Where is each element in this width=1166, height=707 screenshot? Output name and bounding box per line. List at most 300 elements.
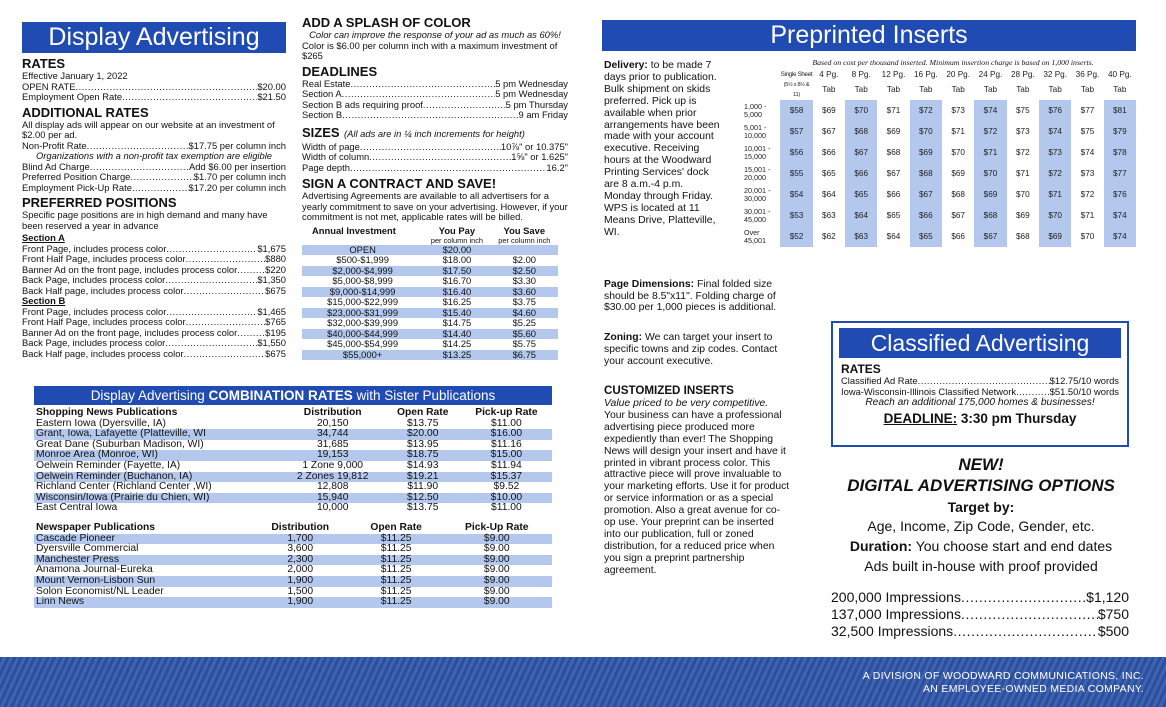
inserts-price: $74 bbox=[1039, 121, 1071, 142]
contract-investment: $500-$1,999 bbox=[336, 254, 389, 265]
newspaper-cell: Linn News bbox=[34, 597, 250, 608]
shopping-cell: Wisconsin/Iowa (Prairie du Chien, WI) bbox=[34, 493, 281, 504]
newspaper-cell: $11.25 bbox=[351, 534, 442, 545]
section-a-row bbox=[22, 275, 286, 286]
rate-label: Iowa-Wisconsin-Illinois Classified Network bbox=[841, 385, 1017, 397]
dot-leader bbox=[165, 338, 257, 349]
sizes-note: (All ads are in ¼ inch increments for height) bbox=[344, 127, 525, 139]
inserts-range: Over 45,001 bbox=[744, 227, 766, 245]
rate-label: 137,000 Impressions bbox=[831, 606, 961, 622]
inserts-price: $74 bbox=[974, 100, 1006, 121]
classified-reach: Reach an additional 175,000 homes & businesses! bbox=[865, 397, 1095, 408]
shopping-cell: $15.00 bbox=[461, 450, 552, 461]
contract-subheader-pay: per column inch bbox=[430, 235, 483, 245]
inserts-table-note: Based on cost per thousand inserted. Minimum insertion charge is based on 1,000 inserts. bbox=[812, 58, 1094, 67]
inserts-price: $69 bbox=[886, 127, 901, 136]
footer-line-1: A DIVISION OF WOODWARD COMMUNICATIONS, INC. bbox=[862, 670, 1144, 682]
shopping-cell: $19.21 bbox=[385, 472, 461, 483]
inserts-price: $68 bbox=[974, 205, 1006, 226]
newspaper-row bbox=[34, 576, 552, 587]
classified-rates-heading: RATES bbox=[841, 362, 881, 376]
contract-you-pay: $14.40 bbox=[423, 329, 490, 340]
inserts-price: $54 bbox=[780, 184, 812, 205]
inserts-col-subheader: Tab bbox=[983, 85, 998, 94]
inserts-row bbox=[744, 100, 1136, 121]
inserts-price: $68 bbox=[910, 163, 942, 184]
contract-investment: $23,000-$31,999 bbox=[302, 308, 423, 319]
inserts-price: $77 bbox=[1080, 106, 1095, 115]
rate-label: Back Page, includes process color bbox=[22, 274, 166, 285]
section-a-label: Section A bbox=[22, 232, 65, 243]
size-row bbox=[302, 152, 568, 163]
dot-leader bbox=[342, 89, 496, 100]
shopping-cell: $14.93 bbox=[406, 459, 439, 471]
inserts-price: $69 bbox=[1015, 211, 1030, 220]
rate-value: $220 bbox=[265, 263, 286, 275]
rate-label: Section B ads requiring proof bbox=[302, 98, 423, 110]
rate-value: $17.20 per column inch bbox=[188, 181, 286, 193]
inserts-price: $72 bbox=[974, 121, 1006, 142]
rate-label: Front Page, includes process color bbox=[22, 305, 167, 317]
rate-value: $1.70 per column inch bbox=[193, 171, 286, 182]
delivery-text: Delivery: to be made 7 days prior to publication. Bulk shipment on skids preferred. Pick up is available when prior arrangements have been made with your account executive. Receiving hours at the Woodward Printing Services' dock are 8 a.m.-4 p.m. Monday through Friday. WPS is located at 11 Means Drive, Platteville, WI. bbox=[604, 60, 720, 238]
rate-label: Back Page, includes process color bbox=[22, 337, 166, 348]
inserts-row bbox=[744, 205, 1136, 226]
shopping-cell: Richland Center (Richland Center ,WI) bbox=[36, 481, 212, 493]
dot-leader bbox=[184, 349, 266, 360]
inserts-price: $75 bbox=[1080, 127, 1095, 136]
newspaper-cell: $9.00 bbox=[483, 543, 510, 555]
size-row bbox=[302, 163, 568, 174]
inserts-price: $64 bbox=[845, 205, 877, 226]
inserts-col-header: 36 Pg. bbox=[1075, 70, 1100, 79]
inserts-col-header: 24 Pg. bbox=[978, 70, 1003, 79]
inserts-corner-2 bbox=[744, 80, 780, 100]
shopping-cell: East Central Iowa bbox=[36, 502, 118, 514]
inserts-range: 20,001 - 30,000 bbox=[744, 185, 771, 203]
deadlines-list bbox=[302, 79, 568, 121]
combination-rates-section bbox=[34, 386, 552, 608]
inserts-col-header: 8 Pg. bbox=[851, 70, 871, 79]
contract-investment: OPEN bbox=[302, 245, 423, 256]
newspaper-cell: $11.25 bbox=[351, 576, 442, 587]
sizes-heading: SIZES bbox=[302, 124, 340, 140]
shopping-cell: $11.94 bbox=[491, 459, 522, 471]
newspaper-header: Distribution bbox=[271, 521, 330, 533]
rate-label: Employment Pick-Up Rate bbox=[22, 181, 132, 193]
splash-heading: ADD A SPLASH OF COLOR bbox=[302, 15, 471, 30]
shopping-cell: 1 Zone 9,000 bbox=[302, 459, 364, 471]
contract-row bbox=[302, 350, 558, 361]
inserts-price: $71 bbox=[1015, 169, 1030, 178]
footer-text bbox=[863, 670, 1144, 696]
contract-you-save: $4.60 bbox=[491, 308, 558, 319]
shopping-cell: 15,940 bbox=[281, 493, 385, 504]
inserts-price: $66 bbox=[951, 232, 965, 241]
contract-investment: $45,000-$54,999 bbox=[327, 338, 399, 349]
inserts-price: $72 bbox=[1015, 148, 1030, 157]
inserts-price: $72 bbox=[910, 100, 942, 121]
inserts-price: $65 bbox=[845, 184, 877, 205]
inserts-price: $70 bbox=[845, 100, 877, 121]
rate-label: Back Half page, includes process color bbox=[22, 347, 184, 359]
rate-label: Section B bbox=[302, 109, 343, 120]
section-b-row bbox=[22, 349, 286, 360]
contract-investment: $55,000+ bbox=[302, 350, 423, 361]
contract-row bbox=[302, 339, 558, 350]
shopping-cell: 10,000 bbox=[316, 502, 349, 514]
newspaper-cell: 2,300 bbox=[250, 555, 351, 566]
sizes-heading-row bbox=[302, 124, 568, 142]
inserts-price: $68 bbox=[1015, 232, 1030, 241]
newspaper-cell: $11.25 bbox=[351, 597, 442, 608]
rate-label: OPEN RATE bbox=[22, 80, 76, 92]
inserts-price: $76 bbox=[1104, 184, 1136, 205]
rate-value: $880 bbox=[265, 253, 286, 264]
inserts-price: $67 bbox=[910, 184, 942, 205]
inserts-range: 5,001 - 10,000 bbox=[744, 122, 767, 140]
inserts-price: $66 bbox=[845, 163, 877, 184]
inserts-price: $74 bbox=[1104, 226, 1136, 247]
additional-rate-row bbox=[22, 172, 286, 183]
rate-value: $750 bbox=[1097, 606, 1129, 622]
inserts-row bbox=[744, 121, 1136, 142]
dot-leader bbox=[360, 142, 501, 153]
deadlines-heading: DEADLINES bbox=[302, 63, 378, 79]
inserts-row bbox=[744, 163, 1136, 184]
dot-leader bbox=[350, 163, 546, 174]
nonprofit-rate: Non-Profit Rate ..... $17.75 per column inch bbox=[22, 141, 286, 152]
section-b-row bbox=[22, 317, 286, 328]
preprinted-inserts-title: Preprinted Inserts bbox=[602, 20, 1136, 51]
newspaper-cell: $9.00 bbox=[442, 597, 552, 608]
inserts-price: $67 bbox=[951, 211, 965, 220]
newspaper-header: Newspaper Publications bbox=[36, 521, 156, 533]
rate-label: Employment Open Rate bbox=[22, 91, 123, 102]
inserts-col-header: Single Sheet bbox=[780, 71, 813, 78]
inserts-price: $53 bbox=[780, 205, 812, 226]
rate-value: $195 bbox=[265, 326, 286, 338]
rate-label: Section A bbox=[302, 88, 342, 99]
inserts-price: $74 bbox=[1104, 205, 1136, 226]
inserts-price: $52 bbox=[780, 226, 812, 247]
dot-leader bbox=[961, 606, 1098, 623]
inserts-price: $66 bbox=[886, 190, 901, 199]
display-advertising-section bbox=[22, 22, 286, 359]
impressions-list bbox=[831, 589, 1131, 640]
inserts-price: $64 bbox=[822, 190, 836, 199]
inserts-price: $67 bbox=[845, 142, 877, 163]
inserts-col-subheader: (5½ x 8½ & 11) bbox=[783, 82, 810, 98]
contract-row bbox=[302, 276, 558, 287]
contract-investment: $32,000-$39,999 bbox=[327, 317, 399, 328]
newspaper-cell: $9.00 bbox=[483, 585, 510, 597]
inserts-price: $71 bbox=[886, 106, 901, 115]
preferred-positions-heading: PREFERRED POSITIONS bbox=[22, 195, 177, 210]
dot-leader bbox=[423, 100, 506, 111]
inserts-price: $71 bbox=[1080, 211, 1095, 220]
deadline-row bbox=[302, 89, 568, 100]
shopping-header: Open Rate bbox=[396, 407, 449, 418]
classified-rates-list bbox=[841, 376, 1119, 397]
shopping-cell: $13.75 bbox=[406, 417, 439, 429]
dot-leader bbox=[350, 79, 495, 90]
rate-label: Classified Ad Rate bbox=[841, 375, 918, 386]
contract-row bbox=[302, 255, 558, 266]
rate-row bbox=[22, 92, 286, 103]
shopping-cell: $16.00 bbox=[461, 429, 552, 440]
inserts-row bbox=[744, 226, 1136, 247]
contract-table bbox=[302, 225, 558, 361]
rate-value: $12.75/10 words bbox=[1049, 375, 1119, 386]
rate-value: $675 bbox=[265, 347, 286, 359]
rate-value: 5 pm Wednesday bbox=[495, 88, 568, 99]
inserts-price: $65 bbox=[822, 169, 836, 178]
rate-value: $21.50 bbox=[257, 91, 286, 102]
inserts-price: $65 bbox=[886, 211, 901, 220]
newspaper-cell: 2,000 bbox=[287, 564, 314, 576]
rate-label: Real Estate bbox=[302, 77, 351, 89]
inserts-price: $73 bbox=[1080, 169, 1095, 178]
inserts-price: $76 bbox=[1039, 100, 1071, 121]
contract-heading: SIGN A CONTRACT AND SAVE! bbox=[302, 176, 497, 191]
newspaper-cell: 3,600 bbox=[287, 543, 314, 555]
newspaper-cell: $11.25 bbox=[380, 564, 412, 576]
impression-row bbox=[831, 623, 1129, 640]
shopping-cell: $15.37 bbox=[461, 472, 552, 483]
rate-value: 9 am Friday bbox=[518, 109, 568, 120]
splash-italic: Color can improve the response of your ad as much as 60%! bbox=[309, 29, 561, 40]
preferred-intro: Specific page positions are in high demand and many have been reserved a year in advance bbox=[22, 209, 268, 231]
shopping-cell: 20,150 bbox=[316, 417, 349, 429]
built-text: Ads built in-house with proof provided bbox=[864, 558, 1098, 574]
effective-date: Effective January 1, 2022 bbox=[22, 70, 128, 81]
rate-value: $1,350 bbox=[257, 274, 286, 285]
newspaper-cell: $9.00 bbox=[442, 576, 552, 587]
inserts-col-subheader: Tab bbox=[1113, 85, 1127, 94]
contract-you-pay: $13.25 bbox=[423, 350, 490, 361]
contract-header-investment: Annual Investment bbox=[312, 224, 396, 236]
newspaper-cell: Anamona Journal-Eureka bbox=[36, 564, 153, 576]
contract-you-pay: $14.25 bbox=[442, 338, 472, 349]
rate-label: Front Page, includes process color bbox=[22, 242, 167, 254]
rate-value: 16.2" bbox=[546, 161, 568, 173]
rate-value: Add $6.00 per insertion bbox=[189, 160, 286, 172]
rate-label: Back Half page, includes process color bbox=[22, 284, 184, 296]
inserts-price: $69 bbox=[822, 106, 836, 115]
rate-label: Width of column bbox=[302, 151, 370, 162]
inserts-col-header: 40 Pg. bbox=[1107, 70, 1132, 79]
inserts-price: $67 bbox=[822, 127, 836, 136]
inserts-price: $77 bbox=[1104, 163, 1136, 184]
inserts-price: $72 bbox=[1039, 163, 1071, 184]
section-b-label: Section B bbox=[22, 295, 66, 306]
shopping-cell: Great Dane (Suburban Madison, WI) bbox=[36, 438, 204, 450]
sizes-list bbox=[302, 142, 568, 174]
classified-rate-row bbox=[841, 376, 1119, 387]
inserts-col-header: 32 Pg. bbox=[1043, 70, 1067, 79]
shopping-header: Distribution bbox=[303, 407, 362, 418]
inserts-price: $73 bbox=[1015, 127, 1030, 136]
rate-value: $1,550 bbox=[257, 337, 286, 348]
dot-leader bbox=[130, 172, 193, 183]
page-dimensions-text: Page Dimensions: Final folded size should be 8.5"x11". Folding charge of $30.00 per 1,000 pieces is additional. bbox=[604, 278, 777, 314]
dot-leader bbox=[122, 92, 257, 103]
inserts-price: $70 bbox=[910, 121, 942, 142]
newspaper-cell: 1,700 bbox=[250, 534, 351, 545]
dot-leader bbox=[186, 317, 266, 328]
rate-label: Blind Ad Charge bbox=[22, 160, 90, 172]
additional-rate-row bbox=[22, 183, 286, 194]
shopping-cell: Oelwein Reminder (Buchanon, IA) bbox=[34, 472, 281, 483]
rate-label: 200,000 Impressions bbox=[831, 589, 961, 605]
inserts-range: 1,000 - 5,000 bbox=[744, 101, 767, 119]
shopping-cell: Monroe Area (Monroe, WI) bbox=[34, 450, 281, 461]
contract-you-pay: $14.75 bbox=[442, 317, 472, 328]
duration-text: Duration: You choose start and end dates bbox=[849, 538, 1113, 554]
newspaper-cell: Cascade Pioneer bbox=[34, 534, 250, 545]
target-text: Age, Income, Zip Code, Gender, etc. bbox=[867, 518, 1095, 534]
customized-italic: Value priced to be very competitive. bbox=[604, 398, 769, 410]
rate-value: 5 pm Wednesday bbox=[495, 77, 568, 89]
inserts-col-header: 16 Pg. bbox=[914, 70, 938, 79]
inserts-col-header: 4 Pg. bbox=[819, 70, 839, 79]
section-a-list bbox=[22, 244, 286, 297]
rate-label: Banner Ad on the front page, includes process color bbox=[22, 263, 238, 275]
shopping-header: Pick-up Rate bbox=[475, 407, 538, 418]
inserts-price: $65 bbox=[910, 226, 942, 247]
rate-value: $500 bbox=[1097, 623, 1129, 639]
shopping-cell: $9.52 bbox=[493, 481, 520, 493]
shopping-cell: Eastern Iowa (Dyersville, IA) bbox=[36, 417, 166, 429]
inserts-price: $58 bbox=[780, 100, 812, 121]
shopping-cell: 12,808 bbox=[316, 481, 349, 493]
inserts-price: $78 bbox=[1104, 142, 1136, 163]
inserts-price-table bbox=[744, 70, 1136, 247]
newspaper-cell: $11.25 bbox=[380, 585, 412, 597]
customized-inserts-heading: CUSTOMIZED INSERTS bbox=[604, 384, 734, 398]
contract-row bbox=[302, 318, 558, 329]
rate-label: Page depth bbox=[302, 161, 350, 173]
zoning-text: Zoning: We can target your insert to specific towns and zip codes. Contact your account executive. bbox=[604, 332, 778, 368]
dot-leader bbox=[918, 376, 1050, 387]
inserts-price: $66 bbox=[822, 148, 836, 157]
rate-label: Banner Ad on the front page, includes process color bbox=[22, 326, 238, 338]
inserts-price: $70 bbox=[1039, 205, 1071, 226]
dot-leader bbox=[132, 183, 189, 194]
inserts-price: $70 bbox=[974, 163, 1006, 184]
contract-investment: $15,000-$22,999 bbox=[327, 296, 399, 307]
rate-value: $51.50/10 words bbox=[1049, 385, 1119, 397]
inserts-price: $79 bbox=[1104, 121, 1136, 142]
contract-you-save: $5.75 bbox=[512, 338, 537, 349]
newspaper-cell: 1,900 bbox=[250, 597, 351, 608]
section-a-row bbox=[22, 254, 286, 265]
shopping-cell: Oelwein Reminder (Fayette, IA) bbox=[36, 459, 181, 471]
shopping-cell: $13.95 bbox=[406, 438, 439, 450]
rate-label: Front Half Page, includes process color bbox=[22, 253, 186, 264]
shopping-cell: 2 Zones 19,812 bbox=[281, 472, 385, 483]
inserts-price: $67 bbox=[886, 169, 901, 178]
shopping-cell: 31,685 bbox=[316, 438, 349, 450]
classified-deadline: DEADLINE: 3:30 pm Thursday bbox=[883, 411, 1077, 426]
inserts-range: 10,001 - 15,000 bbox=[744, 143, 771, 161]
newspaper-table bbox=[34, 523, 552, 608]
footer-banner bbox=[0, 657, 1166, 707]
inserts-col-subheader: Tab bbox=[854, 85, 868, 94]
dot-leader bbox=[165, 275, 257, 286]
inserts-price: $66 bbox=[910, 205, 942, 226]
inserts-range: 30,001 - 45,000 bbox=[744, 206, 771, 224]
rate-value: 1⅝" or 1.625" bbox=[511, 151, 568, 162]
footer-line-2: AN EMPLOYEE-OWNED MEDIA COMPANY. bbox=[923, 683, 1144, 695]
additional-intro: All display ads will appear on our website at an investment of $2.00 per ad. bbox=[22, 118, 275, 140]
contract-you-save: $5.25 bbox=[512, 317, 537, 328]
contract-row bbox=[302, 297, 558, 308]
dot-leader bbox=[369, 152, 511, 163]
inserts-col-subheader: Tab bbox=[1080, 85, 1095, 94]
inserts-col-subheader: Tab bbox=[951, 85, 965, 94]
rate-value: $1,120 bbox=[1086, 589, 1129, 605]
inserts-price: $68 bbox=[951, 190, 965, 199]
newspaper-cell: $11.25 bbox=[351, 555, 442, 566]
inserts-price: $64 bbox=[886, 232, 901, 241]
contract-you-save: $6.75 bbox=[491, 350, 558, 361]
inserts-price: $70 bbox=[951, 148, 965, 157]
newspaper-cell: $11.25 bbox=[380, 543, 412, 555]
contract-you-pay: $18.00 bbox=[442, 254, 472, 265]
dot-leader bbox=[186, 254, 266, 265]
newspaper-cell: Manchester Press bbox=[34, 555, 250, 566]
rate-label: Front Half Page, includes process color bbox=[22, 316, 186, 327]
newspaper-row bbox=[34, 597, 552, 608]
dot-leader bbox=[342, 110, 518, 121]
digital-title: DIGITAL ADVERTISING OPTIONS bbox=[847, 476, 1115, 495]
inserts-col-header: 28 Pg. bbox=[1010, 70, 1035, 79]
inserts-price: $68 bbox=[845, 121, 877, 142]
splash-text: Color is $6.00 per column inch with a maximum investment of $265 bbox=[302, 39, 558, 61]
shopping-cell: 19,153 bbox=[281, 450, 385, 461]
contract-investment: $9,000-$14,999 bbox=[302, 287, 423, 298]
newspaper-cell: 1,500 bbox=[287, 585, 314, 597]
inserts-price: $81 bbox=[1104, 100, 1136, 121]
display-advertising-title: Display Advertising bbox=[22, 22, 286, 53]
contract-you-save: $2.50 bbox=[491, 266, 558, 277]
inserts-price: $55 bbox=[780, 163, 812, 184]
inserts-price: $73 bbox=[1039, 142, 1071, 163]
shopping-cell: $11.90 bbox=[407, 481, 439, 493]
shopping-news-table bbox=[34, 408, 552, 514]
inserts-price: $62 bbox=[822, 232, 836, 241]
dot-leader bbox=[961, 589, 1086, 606]
shopping-cell: 34,744 bbox=[281, 429, 385, 440]
inserts-price: $70 bbox=[1080, 232, 1095, 241]
inserts-col-subheader: Tab bbox=[1048, 85, 1062, 94]
digital-new: NEW! bbox=[958, 455, 1004, 474]
inserts-col-subheader: Tab bbox=[822, 85, 836, 94]
rate-value: $765 bbox=[265, 316, 286, 327]
inserts-price: $72 bbox=[1080, 190, 1095, 199]
nonprofit-note: Organizations with a non-profit tax exemption are eligible bbox=[35, 150, 273, 161]
newspaper-header: Open Rate bbox=[370, 521, 422, 533]
target-label: Target by: bbox=[947, 499, 1015, 515]
inserts-row bbox=[744, 184, 1136, 205]
digital-advertising-section bbox=[831, 455, 1131, 640]
inserts-col-subheader: Tab bbox=[886, 85, 901, 94]
inserts-row bbox=[744, 142, 1136, 163]
rate-value: $675 bbox=[265, 284, 286, 296]
inserts-price: $69 bbox=[1039, 226, 1071, 247]
